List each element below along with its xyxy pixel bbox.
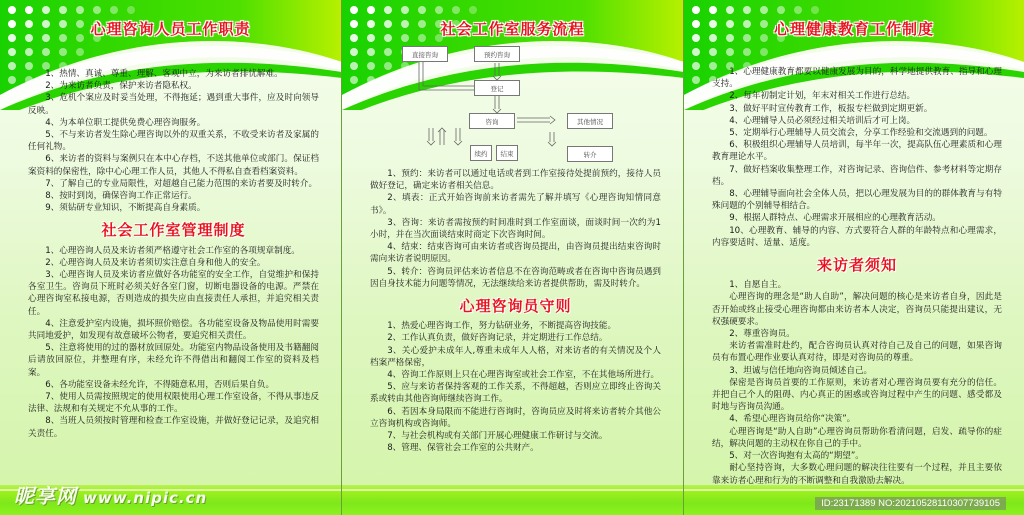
list-item: 5、注意将使用的过的器材放回原处。功能室内物品设备使用及书籍翻阅后请放回原位，并整理有序，未经允许不得借出和翻阅工作室的资料及档案。 (28, 343, 319, 378)
list-item: 3、关心爱护未成年人,尊重未成年人人格，对来访者的有关情况及个人档案严格保密， (370, 345, 661, 368)
list-item: 1、心理咨询人员及来访者须严格遵守社会工作室的各项规章制度。 (45, 245, 300, 256)
list-item: 5、定期举行心理辅导人员交流会，分享工作经验和交流遇到的问题。 (729, 128, 993, 139)
list-item: 5、应与来访者保持客观的工作关系，不得超越，否则应立即终止咨询关系或转由其他咨询师继续咨询工作。 (370, 382, 661, 405)
list-item: 8、按时到岗，确保咨询工作正常运行。 (45, 191, 197, 202)
list-item: 7、了解自己的专业局限性，对超越自己能力范围的来访者要及时转介。 (45, 178, 318, 189)
list-item: 7、与社会机构或有关部门开展心理健康工作研讨与交流。 (387, 431, 608, 442)
list-item: 4、希望心理咨询员给你“决策”。 (729, 414, 856, 425)
list-item: 8、管理、保管社会工作室的公共财产。 (387, 443, 539, 454)
panel-content (712, 66, 1002, 487)
list-item: 7、做好档案收集整理工作，对咨询记录、咨询信件、参考材料等定期存档。 (712, 164, 1002, 187)
list-item: 5、对一次咨询抱有太高的“期望”。 (729, 451, 864, 462)
list-item: 3、危机个案应及时妥当处理，不得拖延；遇到重大事件，应及时向领导反映。 (28, 93, 319, 116)
panel-content (28, 68, 319, 440)
list-item: 2、每年初制定计划，年末对相关工作进行总结。 (729, 91, 916, 102)
list-item: 2、填表：正式开始咨询前来访者需先了解并填写《心理咨询知情同意书》。 (370, 193, 661, 216)
panel-content (370, 168, 661, 454)
list-item: 3、心理咨询人员及来访者应做好各功能室的安全工作，自觉维护和保持各室卫生。咨询员下班时必须关好各室门窗，切断电器设备的电源。严禁在心理咨询室私接电源，否则造成的损失应由直接责任人承担，并追究相关责任。 (28, 270, 319, 317)
list-item: 4、注意爱护室内设施，损坏照价赔偿。各功能室设备及物品使用时需要共同地爱护，如发现有故意破坏公物者，要追究相关责任。 (28, 318, 319, 342)
list-item: 1、心理健康教育都要以健康发展为目的，科学地提供教育、指导和心理支持。 (712, 67, 1002, 90)
panel-footer-band (342, 485, 683, 515)
list-item: 6、来访者的资料与案例只在本中心存档，不送其他单位或部门。保证档案资料的保密性，除中心心理工作人员，其他人不得私自查看档案资料。 (28, 154, 319, 177)
flow-node-consult: 咨询 (469, 113, 515, 129)
list-item: 3、坦诚与信任地向咨询员倾述自己。 (729, 365, 873, 376)
list-item: 3、做好平时宣传教育工作，板报专栏做到定期更新。 (729, 103, 933, 114)
flow-node-direct: 直接咨询 (402, 46, 448, 62)
section-heading: 来访者须知 (816, 256, 897, 275)
flow-node-other: 其他情况 (567, 113, 613, 129)
panel-title: 心理咨询人员工作职责 (90, 20, 251, 38)
list-item: 1、热情、真诚、尊重、理解、客观中立，为来访者排忧解难。 (45, 69, 283, 79)
list-item: 心理咨询是“助人自助”心理咨询员帮助你看清问题，启发、疏导你的症结，解决问题的主动权在你自己的手中。 (712, 426, 1002, 449)
list-item: 2、为来访者负责，保护来访者隐私权。 (45, 81, 197, 92)
list-item: 4、心理辅导人员必须经过相关培训后才可上岗。 (729, 115, 916, 126)
list-item: 6、若因本身局限而不能进行咨询时，咨询员应及时将来访者转介其他公立咨询机构或咨询师。 (370, 406, 661, 429)
flow-node-appointment: 预约咨询 (474, 46, 520, 62)
list-item: 8、心理辅导面向社会全体人员，把以心理发展为目的的群体教育与有特殊问题的个别辅导相结合。 (712, 189, 1002, 212)
list-item: 来访者需准时赴约，配合咨询员认真对待自己及自己的问题，如果咨询员有布置心理作业要认真对待，即是对咨询员的尊重。 (712, 341, 1002, 364)
list-item: 1、自愿自主。 (729, 280, 787, 291)
flow-node-referral: 转介 (567, 146, 613, 162)
list-item: 3、咨询：来访者需按预约时间准时到工作室面谈，面谈时间一次约为1小时，并在当次面谈结束时商定下次咨询时间。 (370, 217, 661, 241)
list-item: 4、咨询工作原则上只在心理咨询室或社会工作室，不在其他场所进行。 (387, 370, 660, 381)
panel-counselor-duties (0, 0, 342, 515)
list-item: 6、各功能室设备未经允许，不得随意私用，否则后果自负。 (45, 379, 275, 390)
list-item: 8、当班人员须按时管理和检查工作室设施，并做好登记记录，及追究相关责任。 (28, 416, 319, 439)
list-item: 2、心理咨询人员及来访者须切实注意自身和他人的安全。 (45, 257, 266, 268)
list-item: 5、不与来访者发生除心理咨询以外的双重关系，不收受来访者及家属的任何礼物。 (28, 130, 319, 153)
list-item: 6、积极组织心理辅导人员培训，每半年一次，提高队伍心理素质和心理教育理论水平。 (712, 140, 1002, 163)
panel-title: 社会工作室服务流程 (440, 20, 585, 38)
list-item: 心理咨询的理念是“助人自助”，解决问题的核心是来访者自身，因此是否开始或终止接受心理咨询都由来访者本人决定，咨询员只能提出建议，无权强硬要求。 (712, 292, 1002, 327)
list-item: 10、心理教育、辅导的内容、方式要符合人群的年龄特点和心理需求，内容要适时、适量、适度。 (712, 225, 1002, 248)
panel-service-process (342, 0, 684, 515)
section-heading: 社会工作室管理制度 (101, 221, 246, 240)
flow-node-register: 登记 (474, 80, 520, 96)
section-heading: 心理咨询员守则 (459, 297, 572, 316)
flow-node-end: 结束 (496, 145, 518, 161)
list-item: 1、预约：来访者可以通过电话或者到工作室接待处提前预约，接待人员做好登记，确定来访者相关信息。 (370, 169, 661, 192)
list-item: 保密是咨询员首要的工作原则，来访者对心理咨询员要有充分的信任。并把自己个人的阻碍、内心真正的困惑或咨询过程中产生的问题、感受都及时地与咨询员沟通。 (712, 377, 1002, 413)
list-item: 9、须钻研专业知识，不断提高自身素质。 (45, 203, 206, 214)
image-id-tag: ID:23171389 NO:20210528110307739105 (815, 497, 1006, 510)
panel-mental-health-education (684, 0, 1024, 515)
list-item: 4、结束：结束咨询可由来访者或咨询员提出，由咨询员提出结束咨询时需向来访者说明原因。 (370, 242, 661, 265)
list-item: 7、使用人员需按照规定的使用权限使用心理工作室设备，不得从事违反法律、法规和有关规定不允从事的工作。 (28, 392, 319, 415)
list-item: 耐心坚持咨询，大多数心理问题的解决往往要有一个过程，并且主要依靠来访者心理和行为的不断调整和自我激励去解决。 (712, 463, 1002, 486)
watermark-url: www.nipic.cn (83, 489, 208, 507)
list-item: 5、转介：咨询员评估来访者信息不在咨询范畴或者在咨询中咨询员遇到因自身技术能力问题等情况，无法继续给来访者提供帮助，需及时转介。 (370, 266, 661, 289)
list-item: 2、尊重咨询员。 (729, 329, 795, 340)
panel-title: 心理健康教育工作制度 (773, 20, 934, 38)
service-flowchart (400, 46, 640, 166)
flow-node-renew: 续约 (470, 145, 492, 161)
watermark-brand: 昵享网 (14, 484, 77, 508)
list-item: 2、工作认真负责，做好咨询记录，并定期进行工作总结。 (387, 333, 608, 344)
list-item: 9、根据人群特点、心理需求开展相应的心理教育活动。 (729, 213, 941, 224)
list-item: 1、热爱心理咨询工作，努力钻研业务，不断提高咨询技能。 (387, 321, 617, 332)
watermark-logo (14, 480, 207, 509)
list-item: 4、为本单位职工提供免费心理咨询服务。 (45, 117, 206, 128)
